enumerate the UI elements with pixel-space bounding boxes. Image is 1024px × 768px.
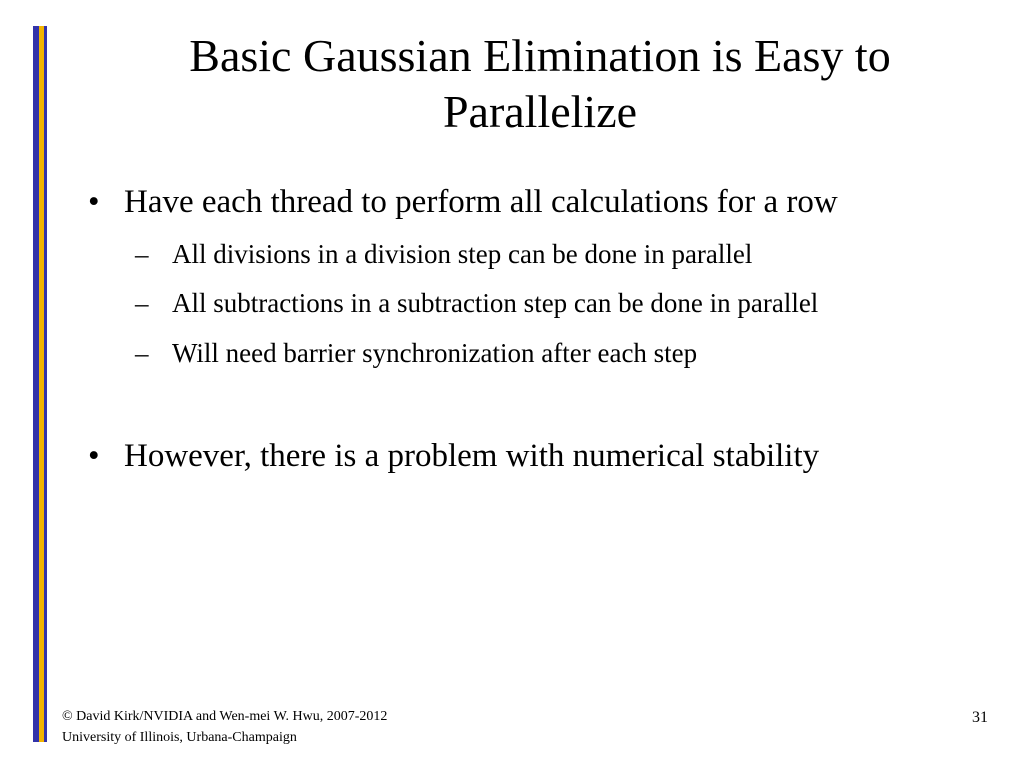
bullet-text: Have each thread to perform all calculations for a row — [124, 184, 838, 220]
sub-bullet-item — [135, 336, 698, 370]
bullet-text: However, there is a problem with numerical stability — [124, 438, 820, 474]
copyright-footer — [62, 706, 387, 748]
slide-title — [70, 28, 1010, 140]
sub-bullet-marker: – — [135, 288, 149, 318]
sub-bullet-text: Will need barrier synchronization after each step — [172, 338, 698, 368]
copyright-line-1: © David Kirk/NVIDIA and Wen-mei W. Hwu, 2007-2012 — [62, 709, 388, 724]
left-accent-bar-blue-inner — [44, 26, 47, 742]
bullet-marker: • — [88, 438, 100, 474]
sub-bullet-marker: – — [135, 338, 149, 368]
slide-title-line-1: Basic Gaussian Elimination is Easy to — [189, 30, 891, 81]
page-number: 31 — [972, 709, 988, 726]
bullet-item — [88, 182, 838, 222]
sub-bullet-text: All subtractions in a subtraction step can be done in parallel — [172, 288, 819, 318]
sub-bullet-marker: – — [135, 239, 149, 269]
copyright-line-2: University of Illinois, Urbana-Champaign — [62, 730, 297, 745]
bullet-marker: • — [88, 184, 100, 220]
sub-bullet-text: All divisions in a division step can be done in parallel — [172, 239, 753, 269]
slide-title-line-2: Parallelize — [442, 86, 638, 137]
sub-bullet-item — [135, 237, 753, 271]
sub-bullet-item — [135, 286, 819, 320]
bullet-item — [88, 436, 820, 476]
